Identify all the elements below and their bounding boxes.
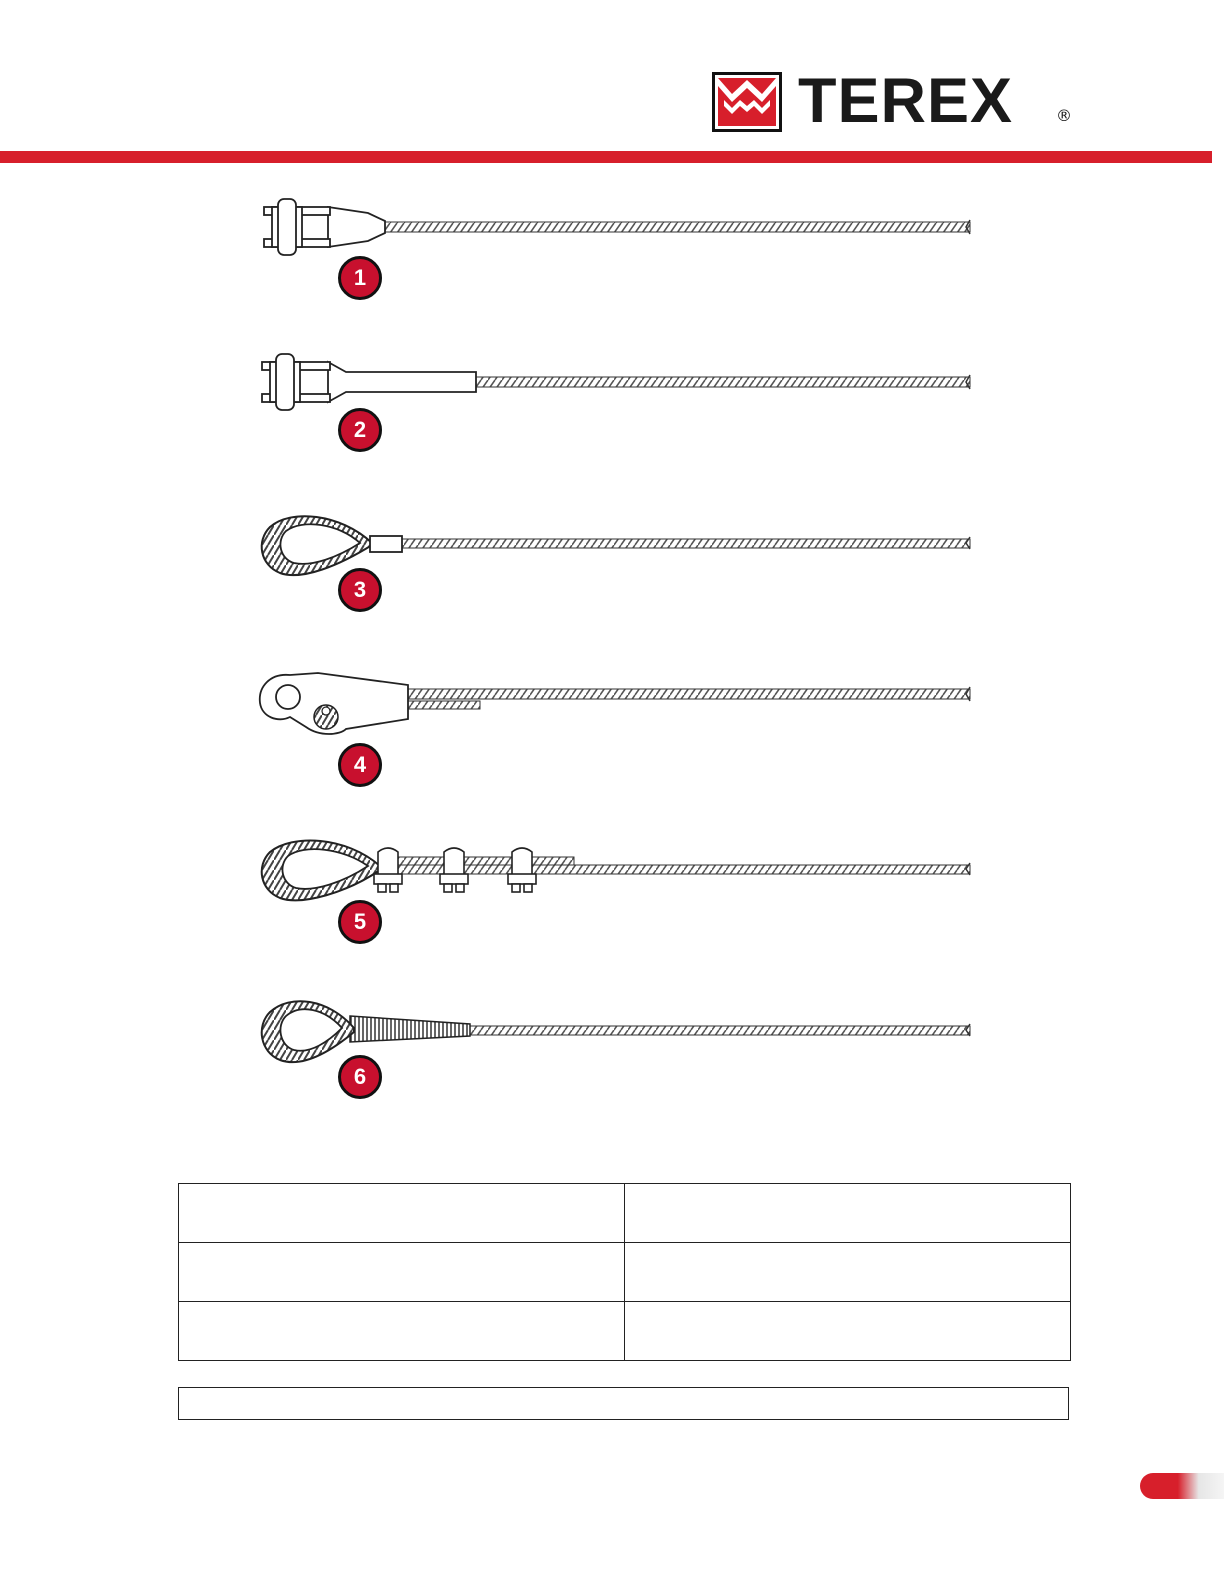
brand-wordmark: TEREX (798, 66, 1014, 136)
spec-table (178, 1183, 1071, 1361)
fitting-3 (250, 505, 980, 615)
fitting-number-badge: 4 (338, 743, 382, 787)
table-cell (179, 1243, 625, 1302)
registered-mark: ® (1056, 106, 1072, 125)
fitting-1 (250, 193, 980, 305)
table-row (179, 1243, 1071, 1302)
fitting-number-badge: 6 (338, 1055, 382, 1099)
fitting-number-badge: 5 (338, 900, 382, 944)
header-red-bar (0, 151, 1212, 163)
fitting-2 (250, 350, 980, 460)
table-cell (625, 1302, 1071, 1361)
fitting-5 (250, 830, 980, 950)
note-box (178, 1387, 1069, 1420)
table-cell (625, 1184, 1071, 1243)
crown-logo-icon (712, 72, 782, 132)
table-row (179, 1184, 1071, 1243)
page-number-tab (1140, 1473, 1224, 1499)
table-cell (179, 1184, 625, 1243)
fitting-number-badge: 1 (338, 256, 382, 300)
fitting-number-badge: 3 (338, 568, 382, 612)
table-cell (179, 1302, 625, 1361)
fitting-number-badge: 2 (338, 408, 382, 452)
table-cell (625, 1243, 1071, 1302)
fitting-4 (250, 665, 980, 790)
terex-logo (712, 66, 1076, 136)
table-row (179, 1302, 1071, 1361)
fitting-6 (250, 990, 980, 1102)
